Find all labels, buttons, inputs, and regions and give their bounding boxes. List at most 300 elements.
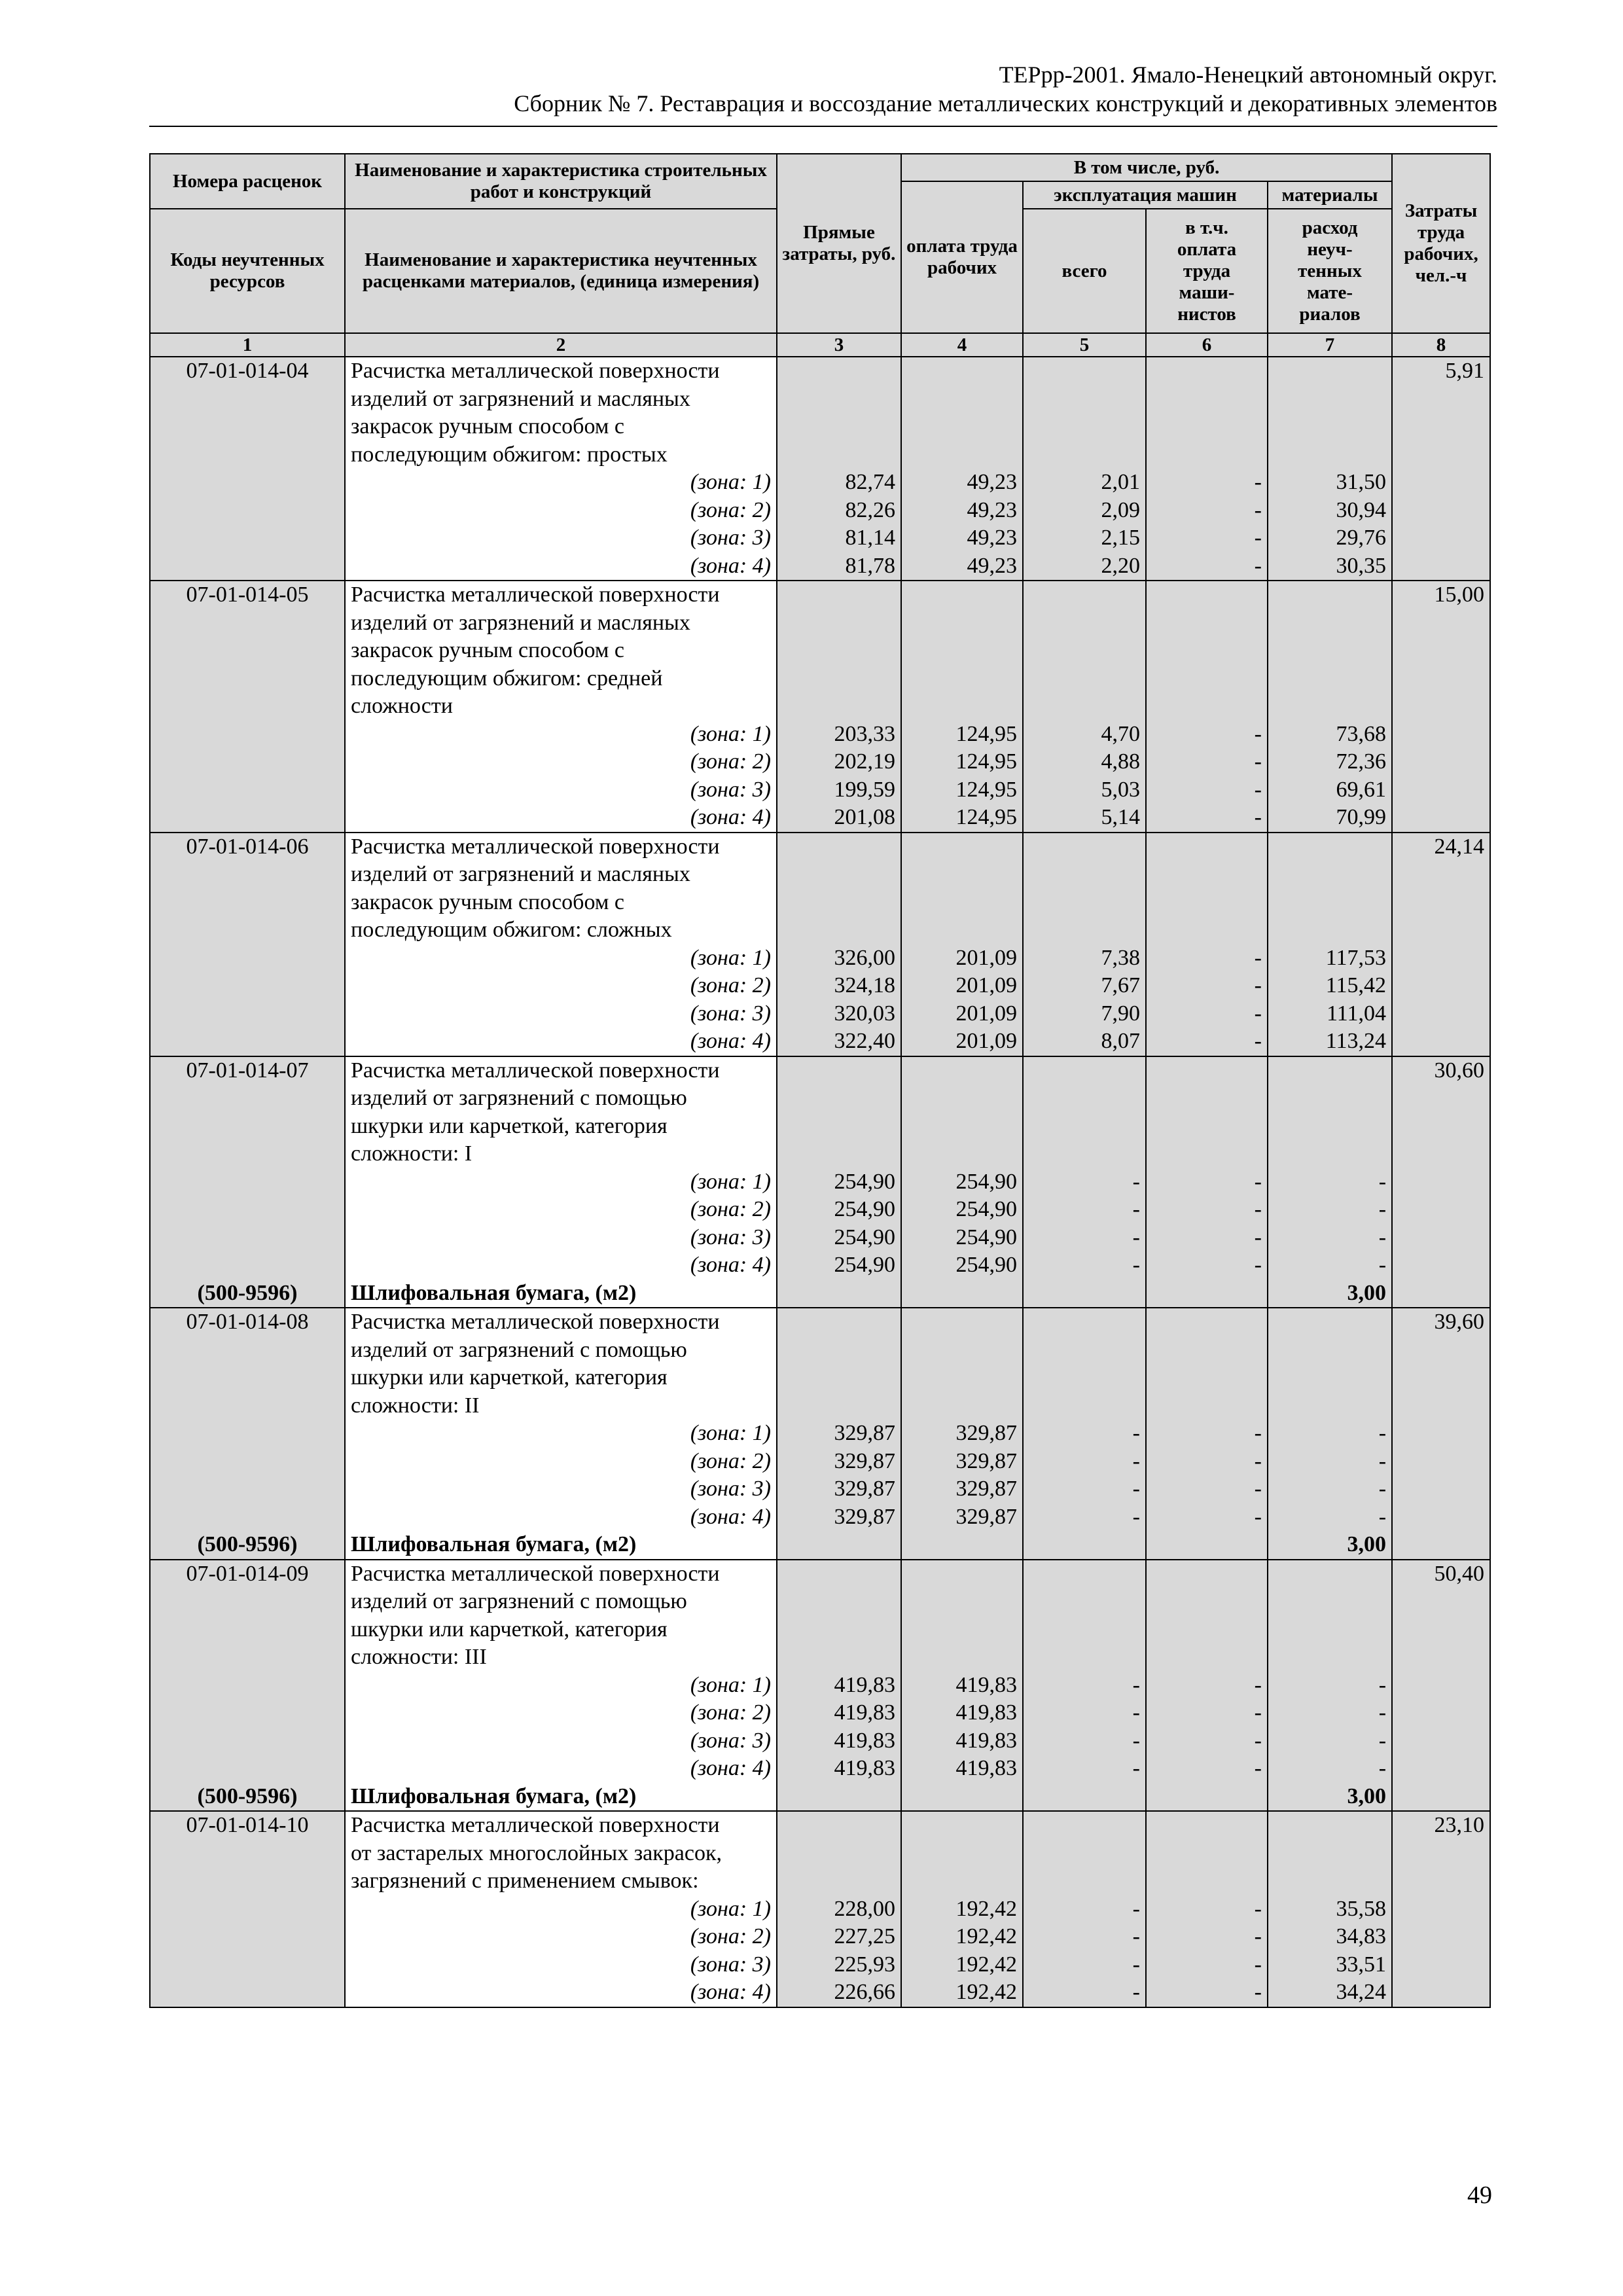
zone-label: (зона: 1)	[690, 945, 771, 970]
blank-line	[783, 386, 895, 414]
machinist-pay-value: -	[1254, 777, 1262, 802]
machine-total-value: -	[1132, 1980, 1140, 2004]
worker-pay-value: 329,87	[955, 1477, 1017, 1501]
blank-line	[156, 1503, 339, 1532]
direct-cost-value: 329,87	[834, 1504, 895, 1529]
blank-line	[1029, 889, 1140, 917]
blank-line	[1152, 889, 1262, 917]
zone-label: (зона: 3)	[690, 1225, 771, 1249]
blank-line	[907, 1085, 1017, 1113]
blank-line	[1029, 1308, 1140, 1336]
description-line: Расчистка металлической поверхности	[351, 359, 720, 383]
description-line: шкурки или карчеткой, категория	[351, 1113, 668, 1138]
column-number: 6	[1146, 333, 1268, 357]
labor-cost-value: 30,60	[1434, 1058, 1485, 1083]
machine-total-value: 5,14	[1101, 805, 1140, 829]
blank-line	[1274, 1840, 1386, 1868]
zone-label: (зона: 4)	[690, 1253, 771, 1277]
blank-line	[907, 889, 1017, 917]
blank-line	[1274, 1113, 1386, 1141]
materials-cell	[1268, 1811, 1392, 2007]
table-row	[150, 1056, 1490, 1308]
worker-pay-value: 254,90	[955, 1253, 1017, 1277]
direct-cost-value: 199,59	[834, 777, 895, 802]
description-line: изделий от загрязнений с помощью	[351, 1086, 687, 1110]
description-cell	[345, 357, 777, 581]
direct-cost-value: 225,93	[834, 1952, 895, 1977]
blank-line	[1029, 1560, 1140, 1588]
col-machinist-pay-line: оплата	[1177, 238, 1237, 260]
description-line: закрасок ручным способом с	[351, 638, 624, 662]
zone-label: (зона: 2)	[690, 1448, 771, 1473]
rate-code-cell	[150, 1056, 345, 1308]
blank-line	[1029, 916, 1140, 944]
blank-line	[156, 1196, 339, 1224]
blank-line	[156, 1448, 339, 1476]
blank-line	[783, 1308, 895, 1336]
worker-pay-cell	[901, 833, 1023, 1056]
blank-line	[907, 609, 1017, 637]
table-body	[150, 357, 1490, 2007]
blank-line	[907, 1057, 1017, 1085]
description-line: сложности: III	[351, 1645, 487, 1669]
col-unaccounted-materials-line: мате-	[1306, 281, 1353, 303]
blank-line	[783, 413, 895, 441]
materials-value: -	[1378, 1700, 1387, 1725]
worker-pay-cell	[901, 1560, 1023, 1812]
rates-table	[149, 153, 1491, 2008]
worker-pay-cell	[901, 1308, 1023, 1560]
direct-cost-value: 227,25	[834, 1924, 895, 1948]
labor-cost-value: 24,14	[1434, 834, 1485, 859]
machinist-pay-value: -	[1254, 1980, 1262, 2004]
blank-line	[1152, 413, 1262, 441]
blank-line	[1274, 1867, 1386, 1895]
resource-code: (500-9596)	[197, 1784, 298, 1808]
zone-label: (зона: 1)	[690, 721, 771, 746]
page-number: 49	[1467, 2181, 1492, 2209]
materials-cell	[1268, 1308, 1392, 1560]
blank-line	[1029, 1085, 1140, 1113]
direct-cost-value: 329,87	[834, 1477, 895, 1501]
description-cell	[345, 1811, 777, 2007]
machine-total-value: 7,38	[1101, 945, 1140, 970]
zone-label: (зона: 3)	[690, 1728, 771, 1753]
machinist-pay-value: -	[1254, 1448, 1262, 1473]
materials-value: -	[1378, 1756, 1387, 1780]
machinist-pay-cell	[1146, 833, 1268, 1056]
col-unaccounted-materials-line: неуч-	[1307, 238, 1353, 260]
worker-pay-value: 201,09	[955, 1001, 1017, 1026]
materials-value: 113,24	[1325, 1029, 1387, 1053]
worker-pay-cell	[901, 581, 1023, 833]
blank-line	[156, 1475, 339, 1503]
machinist-pay-value: -	[1254, 1504, 1262, 1529]
blank-line	[783, 1560, 895, 1588]
machine-total-value: 2,20	[1101, 553, 1140, 578]
direct-cost-value: 419,83	[834, 1700, 895, 1725]
rate-code: 07-01-014-09	[186, 1561, 309, 1586]
col-machine-total: всего	[1023, 209, 1146, 333]
blank-line	[1029, 609, 1140, 637]
worker-pay-value: 201,09	[955, 973, 1017, 997]
blank-line	[783, 1364, 895, 1392]
blank-line	[1274, 1140, 1386, 1168]
blank-line	[783, 692, 895, 721]
column-numbers-row	[150, 333, 1490, 357]
zone-label: (зона: 4)	[690, 553, 771, 578]
description-line: сложности	[351, 694, 453, 718]
zone-label: (зона: 1)	[690, 470, 771, 494]
worker-pay-value: 192,42	[955, 1924, 1017, 1948]
description-line: Расчистка металлической поверхности	[351, 834, 720, 859]
materials-value: -	[1378, 1197, 1387, 1221]
machinist-pay-value: -	[1254, 1952, 1262, 1977]
blank-line	[1274, 1336, 1386, 1365]
blank-line	[156, 1364, 339, 1392]
materials-value: 115,42	[1325, 973, 1387, 997]
zone-label: (зона: 3)	[690, 1952, 771, 1977]
direct-cost-cell	[777, 581, 901, 833]
zone-label: (зона: 4)	[690, 1029, 771, 1053]
resource-quantity: 3,00	[1347, 1532, 1387, 1556]
rate-code: 07-01-014-05	[186, 583, 309, 607]
direct-cost-value: 254,90	[834, 1197, 895, 1221]
machine-total-cell	[1023, 1811, 1146, 2007]
zone-label: (зона: 2)	[690, 1924, 771, 1948]
blank-line	[1274, 637, 1386, 665]
blank-line	[907, 1560, 1017, 1588]
blank-line	[1274, 692, 1386, 721]
materials-value: -	[1378, 1672, 1387, 1697]
description-line: сложности: I	[351, 1141, 473, 1166]
col-machinist-pay-line: маши-	[1179, 281, 1235, 303]
zone-label: (зона: 4)	[690, 1980, 771, 2004]
zone-label: (зона: 2)	[690, 1700, 771, 1725]
blank-line	[1274, 609, 1386, 637]
worker-pay-value: 49,23	[967, 526, 1017, 550]
worker-pay-value: 192,42	[955, 1952, 1017, 1977]
machine-total-value: 4,88	[1101, 749, 1140, 774]
blank-line	[156, 1699, 339, 1727]
zone-label: (зона: 4)	[690, 1756, 771, 1780]
blank-line	[156, 1392, 339, 1420]
col-labor-costs: Затраты труда рабочих, чел.-ч	[1392, 154, 1490, 333]
worker-pay-value: 192,42	[955, 1896, 1017, 1921]
blank-line	[907, 386, 1017, 414]
blank-line	[1029, 1588, 1140, 1616]
rate-code-cell	[150, 1560, 345, 1812]
blank-line	[1274, 1643, 1386, 1672]
materials-value: 117,53	[1325, 945, 1387, 970]
rate-code: 07-01-014-04	[186, 359, 309, 383]
rate-code-cell	[150, 833, 345, 1056]
description-line: шкурки или карчеткой, категория	[351, 1617, 668, 1641]
materials-value: 70,99	[1336, 805, 1387, 829]
description-cell	[345, 1308, 777, 1560]
machinist-pay-cell	[1146, 1811, 1268, 2007]
machinist-pay-value: -	[1254, 1197, 1262, 1221]
resource-quantity: 3,00	[1347, 1784, 1387, 1808]
table-row	[150, 833, 1490, 1056]
machinist-pay-value: -	[1254, 1029, 1262, 1053]
col-name-top: Наименование и характеристика строительных работ и конструкций	[345, 154, 777, 209]
machine-total-value: 7,90	[1101, 1001, 1140, 1026]
machine-total-value: 8,07	[1101, 1029, 1140, 1053]
blank-line	[1029, 1867, 1140, 1895]
blank-line	[1152, 833, 1262, 861]
blank-line	[907, 357, 1017, 386]
materials-value: -	[1378, 1225, 1387, 1249]
direct-cost-value: 228,00	[834, 1896, 895, 1921]
materials-value: 33,51	[1336, 1952, 1387, 1977]
machinist-pay-value: -	[1254, 1253, 1262, 1277]
blank-line	[1029, 386, 1140, 414]
blank-line	[1029, 1057, 1140, 1085]
machinist-pay-value: -	[1254, 1756, 1262, 1780]
description-line: изделий от загрязнений с помощью	[351, 1589, 687, 1613]
materials-value: -	[1378, 1477, 1387, 1501]
machine-total-value: -	[1132, 1952, 1140, 1977]
blank-line	[1029, 1336, 1140, 1365]
col-machinist-pay-line: труда	[1183, 260, 1231, 281]
direct-cost-value: 82,74	[845, 470, 895, 494]
col-name-bottom: Наименование и характеристика неучтенных расценками материалов, (единица измерения)	[345, 209, 777, 333]
column-number: 7	[1268, 333, 1392, 357]
description-line: последующим обжигом: средней	[351, 666, 663, 691]
resource-code: (500-9596)	[197, 1280, 298, 1305]
description-line: Расчистка металлической поверхности	[351, 1561, 720, 1586]
worker-pay-value: 124,95	[955, 777, 1017, 802]
worker-pay-value: 49,23	[967, 470, 1017, 494]
blank-line	[1029, 1812, 1140, 1840]
direct-cost-value: 254,90	[834, 1253, 895, 1277]
blank-line	[783, 357, 895, 386]
direct-cost-cell	[777, 357, 901, 581]
blank-line	[1029, 1616, 1140, 1644]
machinist-pay-value: -	[1254, 1169, 1262, 1194]
resource-name: Шлифовальная бумага, (м2)	[351, 1784, 637, 1808]
machine-total-cell	[1023, 1560, 1146, 1812]
blank-line	[783, 637, 895, 665]
description-cell	[345, 581, 777, 833]
blank-line	[1029, 692, 1140, 721]
blank-line	[156, 1251, 339, 1280]
description-line: Расчистка металлической поверхности	[351, 1310, 720, 1334]
table-row	[150, 581, 1490, 833]
direct-cost-cell	[777, 833, 901, 1056]
rate-code-cell	[150, 1811, 345, 2007]
blank-line	[1152, 665, 1262, 693]
blank-line	[907, 1588, 1017, 1616]
blank-line	[783, 1616, 895, 1644]
blank-line	[1274, 1308, 1386, 1336]
col-machine-operation: эксплуатация машин	[1023, 181, 1268, 209]
machine-total-value: -	[1132, 1421, 1140, 1445]
rate-code: 07-01-014-07	[186, 1058, 309, 1083]
blank-line	[1152, 916, 1262, 944]
blank-line	[1274, 1057, 1386, 1085]
col-unaccounted-materials-line: риалов	[1299, 303, 1361, 325]
description-line: последующим обжигом: сложных	[351, 918, 672, 942]
blank-line	[783, 1140, 895, 1168]
blank-line	[156, 1588, 339, 1616]
machinist-pay-value: -	[1254, 470, 1262, 494]
column-number: 5	[1023, 333, 1146, 357]
worker-pay-cell	[901, 1056, 1023, 1308]
header-line-2: Сборник № 7. Реставрация и воссоздание металлических конструкций и декоративных элементов	[514, 90, 1497, 117]
worker-pay-cell	[901, 1811, 1023, 2007]
blank-line	[783, 665, 895, 693]
machinist-pay-value: -	[1254, 553, 1262, 578]
blank-line	[1274, 1560, 1386, 1588]
col-machinist-pay	[1146, 209, 1268, 333]
blank-line	[1152, 637, 1262, 665]
header-line-1: ТЕРрр-2001. Ямало-Ненецкий автономный округ.	[999, 62, 1497, 88]
blank-line	[907, 1392, 1017, 1420]
blank-line	[1274, 1812, 1386, 1840]
machine-total-value: -	[1132, 1700, 1140, 1725]
materials-value: 72,36	[1336, 749, 1387, 774]
machinist-pay-value: -	[1254, 1672, 1262, 1697]
blank-line	[156, 1224, 339, 1252]
blank-line	[907, 1364, 1017, 1392]
description-line: закрасок ручным способом с	[351, 889, 624, 914]
blank-line	[1029, 1140, 1140, 1168]
blank-line	[907, 665, 1017, 693]
blank-line	[1029, 637, 1140, 665]
blank-line	[907, 1840, 1017, 1868]
machinist-pay-cell	[1146, 357, 1268, 581]
machine-total-value: 2,15	[1101, 526, 1140, 550]
resource-name: Шлифовальная бумага, (м2)	[351, 1532, 637, 1556]
blank-line	[1274, 413, 1386, 441]
direct-cost-value: 419,83	[834, 1756, 895, 1780]
description-line: закрасок ручным способом с	[351, 414, 624, 439]
machinist-pay-value: -	[1254, 1421, 1262, 1445]
blank-line	[907, 581, 1017, 609]
materials-value: 34,83	[1336, 1924, 1387, 1948]
blank-line	[907, 1643, 1017, 1672]
machine-total-value: -	[1132, 1924, 1140, 1948]
machine-total-value: -	[1132, 1448, 1140, 1473]
zone-label: (зона: 2)	[690, 1197, 771, 1221]
running-header	[149, 60, 1497, 127]
materials-cell	[1268, 1560, 1392, 1812]
worker-pay-value: 124,95	[955, 805, 1017, 829]
machinist-pay-value: -	[1254, 1225, 1262, 1249]
machine-total-value: -	[1132, 1169, 1140, 1194]
labor-cost-value: 50,40	[1434, 1561, 1485, 1586]
blank-line	[907, 916, 1017, 944]
description-cell	[345, 1560, 777, 1812]
blank-line	[783, 1336, 895, 1365]
blank-line	[907, 1113, 1017, 1141]
materials-value: 31,50	[1336, 470, 1387, 494]
blank-line	[1029, 1364, 1140, 1392]
machinist-pay-value: -	[1254, 721, 1262, 746]
col-incl: В том числе, руб.	[901, 154, 1392, 181]
machine-total-value: -	[1132, 1728, 1140, 1753]
zone-label: (зона: 1)	[690, 1421, 771, 1445]
col-worker-pay: оплата труда рабочих	[901, 181, 1023, 333]
blank-line	[156, 1616, 339, 1644]
worker-pay-value: 419,83	[955, 1756, 1017, 1780]
blank-line	[1152, 1140, 1262, 1168]
blank-line	[1274, 1588, 1386, 1616]
blank-line	[1029, 833, 1140, 861]
blank-line	[1274, 861, 1386, 889]
column-number: 1	[150, 333, 345, 357]
machine-total-value: 4,70	[1101, 721, 1140, 746]
blank-line	[1152, 1085, 1262, 1113]
blank-line	[783, 581, 895, 609]
materials-value: -	[1378, 1169, 1387, 1194]
materials-cell	[1268, 833, 1392, 1056]
worker-pay-cell	[901, 357, 1023, 581]
blank-line	[783, 1085, 895, 1113]
blank-line	[783, 1812, 895, 1840]
direct-cost-value: 226,66	[834, 1980, 895, 2004]
blank-line	[783, 1113, 895, 1141]
worker-pay-value: 329,87	[955, 1448, 1017, 1473]
blank-line	[156, 1168, 339, 1196]
blank-line	[1152, 1643, 1262, 1672]
blank-line	[1152, 1867, 1262, 1895]
description-line: от застарелых многослойных закрасок,	[351, 1840, 722, 1865]
materials-cell	[1268, 1056, 1392, 1308]
machinist-pay-value: -	[1254, 805, 1262, 829]
blank-line	[1274, 665, 1386, 693]
blank-line	[1152, 1113, 1262, 1141]
blank-line	[156, 1336, 339, 1365]
table-row	[150, 357, 1490, 581]
machine-total-value: 5,03	[1101, 777, 1140, 802]
machine-total-value: -	[1132, 1896, 1140, 1921]
direct-cost-value: 254,90	[834, 1225, 895, 1249]
materials-cell	[1268, 357, 1392, 581]
labor-cost-value: 5,91	[1445, 359, 1485, 383]
machine-total-value: 7,67	[1101, 973, 1140, 997]
col-materials: материалы	[1268, 181, 1392, 209]
direct-cost-cell	[777, 1308, 901, 1560]
blank-line	[1274, 1616, 1386, 1644]
direct-cost-value: 419,83	[834, 1728, 895, 1753]
col-machinist-pay-line: в т.ч.	[1185, 217, 1228, 238]
blank-line	[907, 692, 1017, 721]
zone-label: (зона: 2)	[690, 497, 771, 522]
blank-line	[1152, 861, 1262, 889]
blank-line	[156, 1755, 339, 1783]
blank-line	[783, 1643, 895, 1672]
machinist-pay-value: -	[1254, 1001, 1262, 1026]
labor-cost-cell	[1392, 1056, 1490, 1308]
blank-line	[1152, 1308, 1262, 1336]
labor-cost-cell	[1392, 1811, 1490, 2007]
materials-value: 30,94	[1336, 497, 1387, 522]
zone-label: (зона: 1)	[690, 1896, 771, 1921]
resource-quantity: 3,00	[1347, 1280, 1387, 1305]
column-number: 3	[777, 333, 901, 357]
rate-code: 07-01-014-10	[186, 1813, 309, 1837]
machinist-pay-cell	[1146, 1560, 1268, 1812]
materials-value: -	[1378, 1448, 1387, 1473]
machine-total-cell	[1023, 833, 1146, 1056]
blank-line	[1152, 1588, 1262, 1616]
materials-value: -	[1378, 1728, 1387, 1753]
direct-cost-value: 203,33	[834, 721, 895, 746]
description-line: загрязнений с применением смывок:	[351, 1869, 699, 1893]
